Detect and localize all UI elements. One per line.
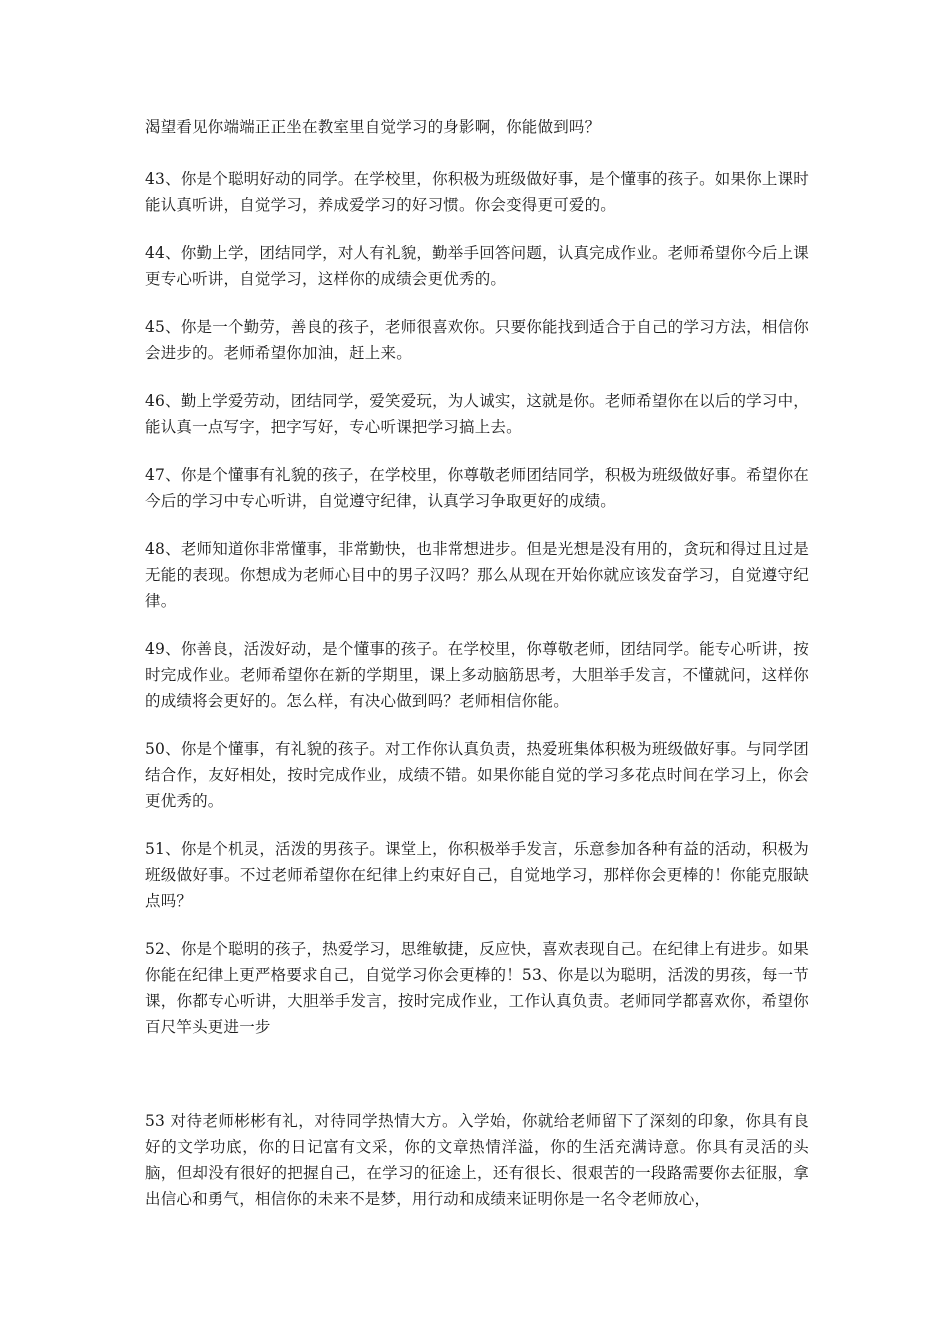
paragraph-52: 52、你是个聪明的孩子，热爱学习，思维敏捷，反应快，喜欢表现自己。在纪律上有进步。如果你能在纪律上更严格要求自己，自觉学习你会更棒的！53、你是以为聪明，活泼的男孩，每一节课，你都专心听讲，大胆举手发言，按时完成作业，工作认真负责。老师同学都喜欢你，希望你百尺竿头更进一步	[145, 940, 809, 1036]
paragraph-46: 46、勤上学爱劳动，团结同学，爱笑爱玩，为人诚实，这就是你。老师希望你在以后的学习中，能认真一点写字，把字写好，专心听课把学习搞上去。	[145, 392, 809, 436]
paragraph-48: 48、老师知道你非常懂事，非常勤快，也非常想进步。但是光想是没有用的，贪玩和得过且过是无能的表现。你想成为老师心目中的男子汉吗？那么从现在开始你就应该发奋学习，自觉遵守纪律。	[145, 540, 809, 610]
paragraph-44: 44、你勤上学，团结同学，对人有礼貌，勤举手回答问题，认真完成作业。老师希望你今后上课更专心听讲，自觉学习，这样你的成绩会更优秀的。	[145, 244, 809, 288]
paragraph-50: 50、你是个懂事，有礼貌的孩子。对工作你认真负责，热爱班集体积极为班级做好事。与同学团结合作，友好相处，按时完成作业，成绩不错。如果你能自觉的学习多花点时间在学习上，你会更优秀的。	[145, 740, 809, 810]
paragraph-45: 45、你是一个勤劳，善良的孩子，老师很喜欢你。只要你能找到适合于自己的学习方法，相信你会进步的。老师希望你加油，赶上来。	[145, 318, 809, 362]
paragraph-49: 49、你善良，活泼好动，是个懂事的孩子。在学校里，你尊敬老师，团结同学。能专心听讲，按时完成作业。老师希望你在新的学期里，课上多动脑筋思考，大胆举手发言，不懂就问，这样你的成绩将会更好的。怎么样，有决心做到吗？老师相信你能。	[145, 640, 809, 710]
paragraph-51: 51、你是个机灵，活泼的男孩子。课堂上，你积极举手发言，乐意参加各种有益的活动，积极为班级做好事。不过老师希望你在纪律上约束好自己，自觉地学习，那样你会更棒的！你能克服缺点吗？	[145, 840, 809, 910]
paragraph-53: 53 对待老师彬彬有礼，对待同学热情大方。入学始，你就给老师留下了深刻的印象，你具有良好的文学功底，你的日记富有文采，你的文章热情洋溢，你的生活充满诗意。你具有灵活的头脑，但却没有很好的把握自己，在学习的征途上，还有很长、很艰苦的一段路需要你去征服，拿出信心和勇气，相信你的未来不是梦，用行动和成绩来证明你是一名令老师放心，	[145, 1112, 809, 1208]
paragraph-42-ending: 渴望看见你端端正正坐在教室里自觉学习的身影啊，你能做到吗？	[145, 118, 601, 136]
paragraph-43: 43、你是个聪明好动的同学。在学校里，你积极为班级做好事，是个懂事的孩子。如果你上课时能认真听讲，自觉学习，养成爱学习的好习惯。你会变得更可爱的。	[145, 170, 809, 214]
paragraph-47: 47、你是个懂事有礼貌的孩子，在学校里，你尊敬老师团结同学，积极为班级做好事。希望你在今后的学习中专心听讲，自觉遵守纪律，认真学习争取更好的成绩。	[145, 466, 809, 510]
